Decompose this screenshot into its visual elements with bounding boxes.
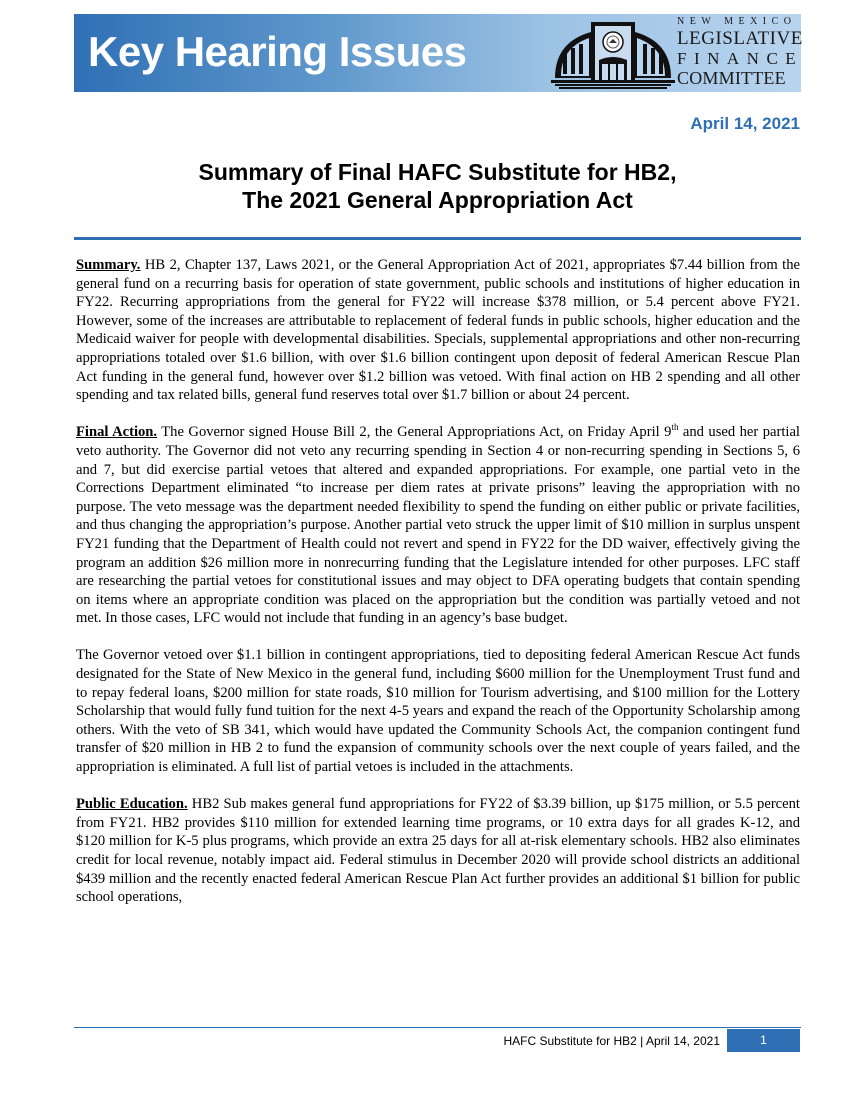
footer-divider [74,1027,801,1028]
section-heading-summary: Summary. [76,257,141,273]
superscript-ordinal: th [671,422,679,433]
paragraph-text: The Governor vetoed over $1.1 billion in contingent appropriations, tied to depositing federal American Rescue Act funds designated for the State of New Mexico in the general fund, including $600 million for the Unemployment Trust fund and to repay federal loans, $200 million for state roads, $10 million for Tourism advertising, and $100 million for the Lottery Scholarship that would fully fund tuition for the next 4-5 years and expand the reach of the Opportunity Scholarship among others. With the veto of SB 341, which would have updated the Community Schools Act, the companion contingent fund transfer of $20 million in HB 2 to fund the expansion of community schools over the next couple of years failed, and the appropriation is eliminated. A full list of partial vetoes is included in the attachments. [76,647,800,776]
document-date: April 14, 2021 [690,114,800,133]
paragraph-public-education [76,795,800,907]
paragraph-final-action [76,423,800,628]
section-heading-final-action: Final Action. [76,424,158,441]
logo-line-finance: FINANCE [677,49,804,68]
header-banner [74,14,804,92]
capitol-building-icon [551,18,675,90]
logo-line-committee: COMMITTEE [677,68,786,88]
section-heading-public-education: Public Education. [76,796,188,813]
document-title-line-2: The 2021 General Appropriation Act [242,187,633,213]
paragraph-text: HB 2, Chapter 137, Laws 2021, or the General Appropriation Act of 2021, appropriates $7.44 billion from the general fund on a recurring basis for operation of state government, public schools and institutions of higher education in FY22. Recurring appropriations from the general for FY22 will increase $378 million, or 5.4 percent above FY21. However, some of the increases are attributable to replacement of federal funds in public schools, higher education and the Medicaid waiver for people with developmental disabilities. Specials, supplemental appropriations and other non-recurring appropriations totaled over $1.6 billion, with over $1.6 billion contingent upon deposit of federal American Rescue Plan Act funding in the general fund, however over $1.2 billion was vetoed. With final action on HB 2 spending and all other spending and tax related bills, general fund reserves total over $1.7 billion or about 24 percent. [76,257,800,404]
lfc-logo-text [677,15,804,88]
footer-text: HAFC Substitute for HB2 | April 14, 2021 [503,1034,720,1048]
document-body [76,256,800,925]
paragraph-text: HB2 Sub makes general fund appropriations for FY22 of $3.39 billion, up $175 million, or 5.5 percent from FY21. HB2 provides $110 million for extended learning time programs, or 10 extra days for all grades K-12, and $120 million for K-5 plus programs, which provide an extra 25 days for all at-risk elementary schools. HB2 also eliminates credit for local revenue, notably impact aid. Federal stimulus in December 2020 will provide school districts an additional $439 million and the recently enacted federal American Rescue Plan Act further provides an additional $1 billion for public school operations, [76,796,800,906]
paragraph-vetoes [76,646,800,776]
title-divider [74,237,801,240]
logo-line-legislative: LEGISLATIVE [677,28,803,49]
banner-title: Key Hearing Issues [88,28,467,75]
paragraph-text: The Governor signed House Bill 2, the General Appropriations Act, on Friday April 9 [157,424,672,441]
document-title [74,158,801,214]
document-title-line-1: Summary of Final HAFC Substitute for HB2, [198,159,677,185]
paragraph-summary [76,256,800,405]
paragraph-text: and used her partial veto authority. The Governor did not veto any recurring spending in Section 4 or non-recurring spending in Sections 5, 6 and 7, but did exercise partial vetoes that altered and expanded appropriations. For example, one partial veto in the Corrections Department eliminated “to increase per diem rates at private prisons” leaving the appropriation with no purpose. The veto message was the department needed flexibility to spend the funding on either public or private facilities, and thus changing the appropriation’s purpose. Another partial veto struck the upper limit of $10 million in surplus unspent FY21 funding that the Department of Health could not revert and spend in FY22 for the DD waiver, effectively giving the program an addition $26 million more in nonrecurring funding that the Legislature intended for other purposes. LFC staff are researching the partial vetoes for constitutional issues and may object to DFA operating budgets that contain spending on items where an appropriate condition was placed on the appropriation but the condition was partially vetoed and not met. In those cases, LFC would not include that funding in an agency’s base budget. [76,424,800,627]
page-number: 1 [727,1029,800,1052]
logo-line-new-mexico: NEW MEXICO [677,16,797,27]
